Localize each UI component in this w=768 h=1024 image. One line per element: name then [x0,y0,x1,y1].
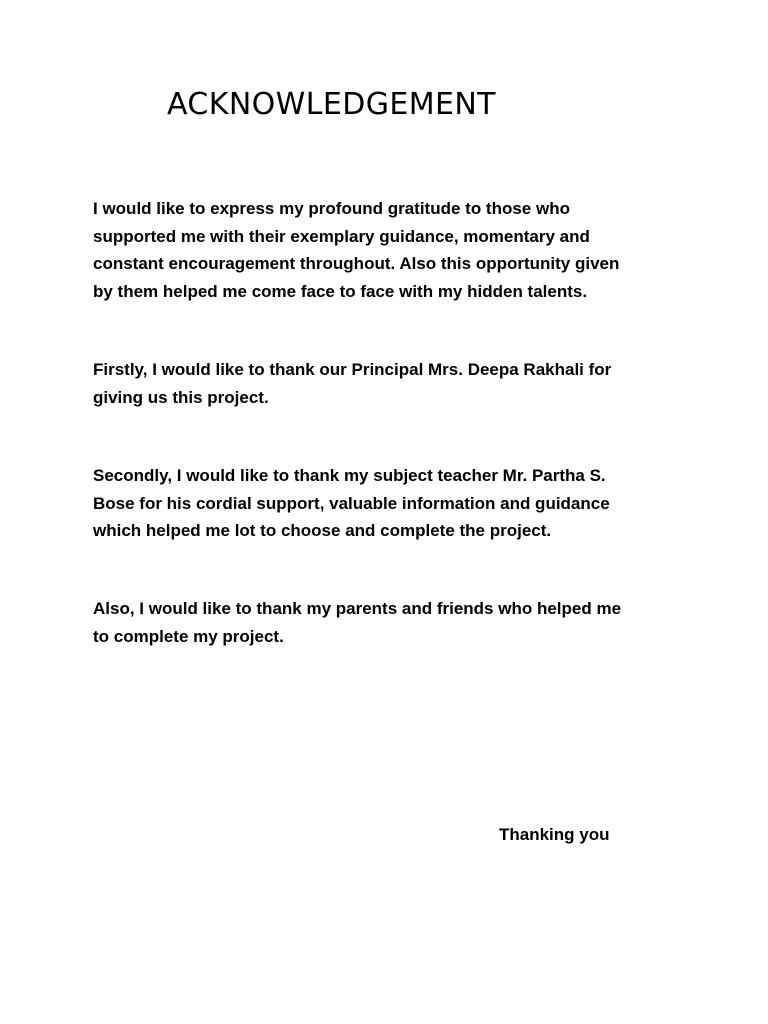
signoff: Thanking you [499,825,610,844]
paragraph-principal [93,356,693,411]
paragraph-line: Bose for his cordial support, valuable information and guidance [93,493,610,513]
paragraph-teacher [93,462,693,545]
paragraph-line: giving us this project. [93,387,269,407]
paragraph-line: supported me with their exemplary guidance, momentary and [93,226,590,246]
paragraph-line: by them helped me come face to face with my hidden talents. [93,281,588,301]
document-title: ACKNOWLEDGEMENT [167,87,496,122]
paragraph-line: I would like to express my profound gratitude to those who [93,199,570,218]
paragraph-parents [93,595,693,650]
paragraph-gratitude [93,195,693,305]
paragraph-line: constant encouragement throughout. Also this opportunity given [93,254,620,273]
paragraph-line: Firstly, I would like to thank our Principal Mrs. Deepa Rakhali for [93,360,612,379]
paragraph-line: which helped me lot to choose and complete the project. [93,521,552,540]
paragraph-line: Also, I would like to thank my parents and friends who helped me [93,599,622,618]
paragraph-line: to complete my project. [93,626,284,646]
paragraph-line: Secondly, I would like to thank my subject teacher Mr. Partha S. [93,466,606,485]
